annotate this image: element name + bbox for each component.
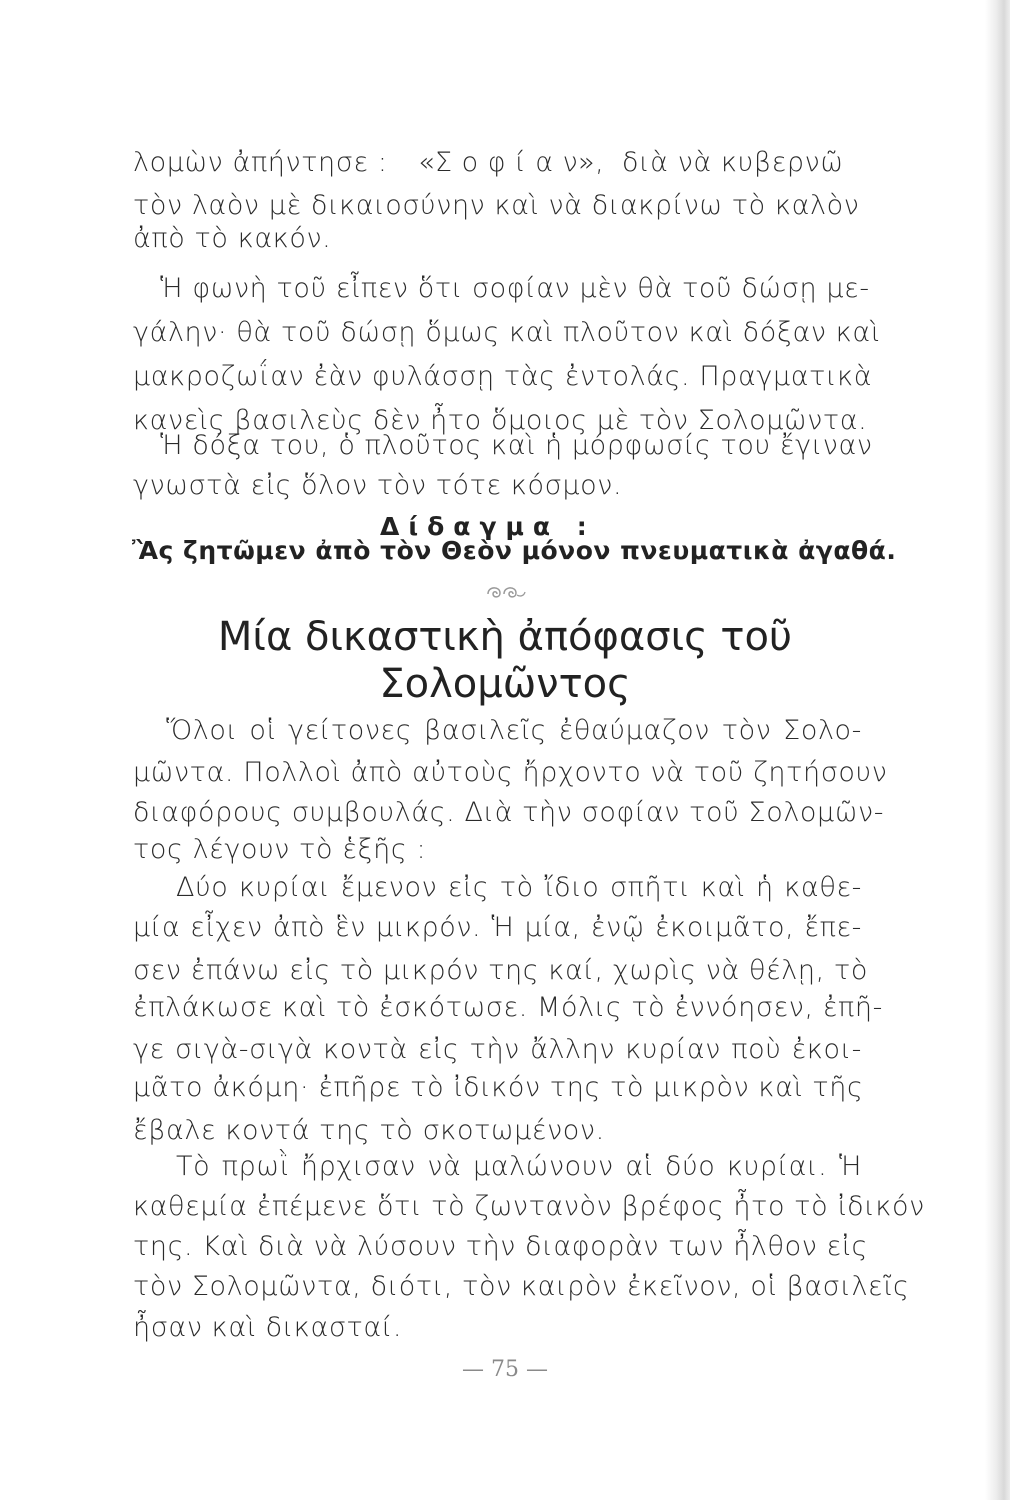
page-number: — 75 —: [462, 1357, 548, 1382]
text-line-6: μακροζωΐαν ἐὰν φυλάσσῃ τὰς ἐντολάς. Πραγματικὰ: [133, 361, 873, 392]
text-line-8: Ἡ δόξα του, ὁ πλοῦτος καὶ ἡ μόρφωσίς του ἔγιναν: [160, 430, 873, 461]
text-line-18: γε σιγὰ-σιγὰ κοντὰ εἰς τὴν ἄλλην κυρίαν ποὺ ἐκοι-: [133, 1034, 862, 1065]
text-line-3: ἀπὸ τὸ κακόν.: [133, 223, 332, 254]
text-line-19: μᾶτο ἀκόμη· ἐπῆρε τὸ ἰδικόν της τὸ μικρὸν καὶ τῆς: [133, 1072, 864, 1103]
text-line-2: τὸν λαὸν μὲ δικαιοσύνην καὶ νὰ διακρίνω τὸ καλὸν: [133, 190, 860, 221]
text-line-10: Ὅλοι οἱ γείτονες βασιλεῖς ἐθαύμαζον τὸν Σολο-: [166, 715, 862, 746]
text-line-1c: διὰ νὰ κυβερνῶ: [622, 147, 844, 178]
ornament-icon: [484, 582, 528, 607]
text-line-9: γνωστὰ εἰς ὅλον τὸν τότε κόσμον.: [133, 470, 623, 501]
text-line-7: κανεὶς βασιλεὺς δὲν ἦτο ὅμοιος μὲ τὸν Σολομῶντα.: [133, 405, 868, 436]
text-line-21: Τὸ πρωῒ ἤρχισαν νὰ μαλώνουν αἱ δύο κυρίαι. Ἡ: [176, 1151, 862, 1182]
text-line-1a: λομὼν ἀπήντησε :: [133, 147, 388, 178]
text-line-20: ἔβαλε κοντά της τὸ σκοτωμένον.: [133, 1115, 605, 1146]
text-line-1b: «Σ ο φ ί α ν»,: [418, 147, 605, 178]
text-line-4: Ἡ φωνὴ τοῦ εἶπεν ὅτι σοφίαν μὲν θὰ τοῦ δώσῃ με-: [160, 273, 870, 304]
text-line-23: της. Καὶ διὰ νὰ λύσουν τὴν διαφορὰν των ἦλθον εἰς: [133, 1231, 868, 1262]
text-line-14: Δύο κυρίαι ἔμενον εἰς τὸ ἴδιο σπῆτι καὶ ἡ καθε-: [176, 872, 862, 903]
text-line-12: διαφόρους συμβουλάς. Διὰ τὴν σοφίαν τοῦ Σολομῶν-: [133, 797, 885, 828]
section-title-line-2: Σολομῶντος: [379, 661, 631, 707]
text-line-17: ἐπλάκωσε καὶ τὸ ἐσκότωσε. Μόλις τὸ ἐννόησεν, ἐπῆ-: [133, 992, 883, 1023]
text-line-24: τὸν Σολομῶντα, διότι, τὸν καιρὸν ἐκεῖνον, οἱ βασιλεῖς: [133, 1271, 910, 1302]
motto-heading: Δίδαγμα :: [380, 512, 596, 541]
text-line-5: γάλην· θὰ τοῦ δώσῃ ὅμως καὶ πλοῦτον καὶ δόξαν καὶ: [133, 317, 881, 348]
text-line-13: τος λέγουν τὸ ἑξῆς :: [133, 834, 427, 865]
text-line-11: μῶντα. Πολλοὶ ἀπὸ αὐτοὺς ἤρχοντο νὰ τοῦ ζητήσουν: [133, 757, 888, 788]
section-title-line-1: Μία δικαστικὴ ἀπόφασις τοῦ: [217, 614, 793, 660]
text-line-15: μία εἶχεν ἀπὸ ἓν μικρόν. Ἡ μία, ἐνῷ ἐκοιμᾶτο, ἔπε-: [133, 912, 862, 943]
motto-text: Ἂς ζητῶμεν ἀπὸ τὸν Θεὸν μόνον πνευματικὰ ἀγαθά.: [132, 536, 897, 565]
text-line-25: ἦσαν καὶ δικασταί.: [133, 1312, 403, 1343]
text-line-16: σεν ἐπάνω εἰς τὸ μικρόν της καί, χωρὶς νὰ θέλῃ, τὸ: [133, 955, 868, 986]
text-line-22: καθεμία ἐπέμενε ὅτι τὸ ζωντανὸν βρέφος ἦτο τὸ ἰδικόν: [133, 1191, 925, 1222]
